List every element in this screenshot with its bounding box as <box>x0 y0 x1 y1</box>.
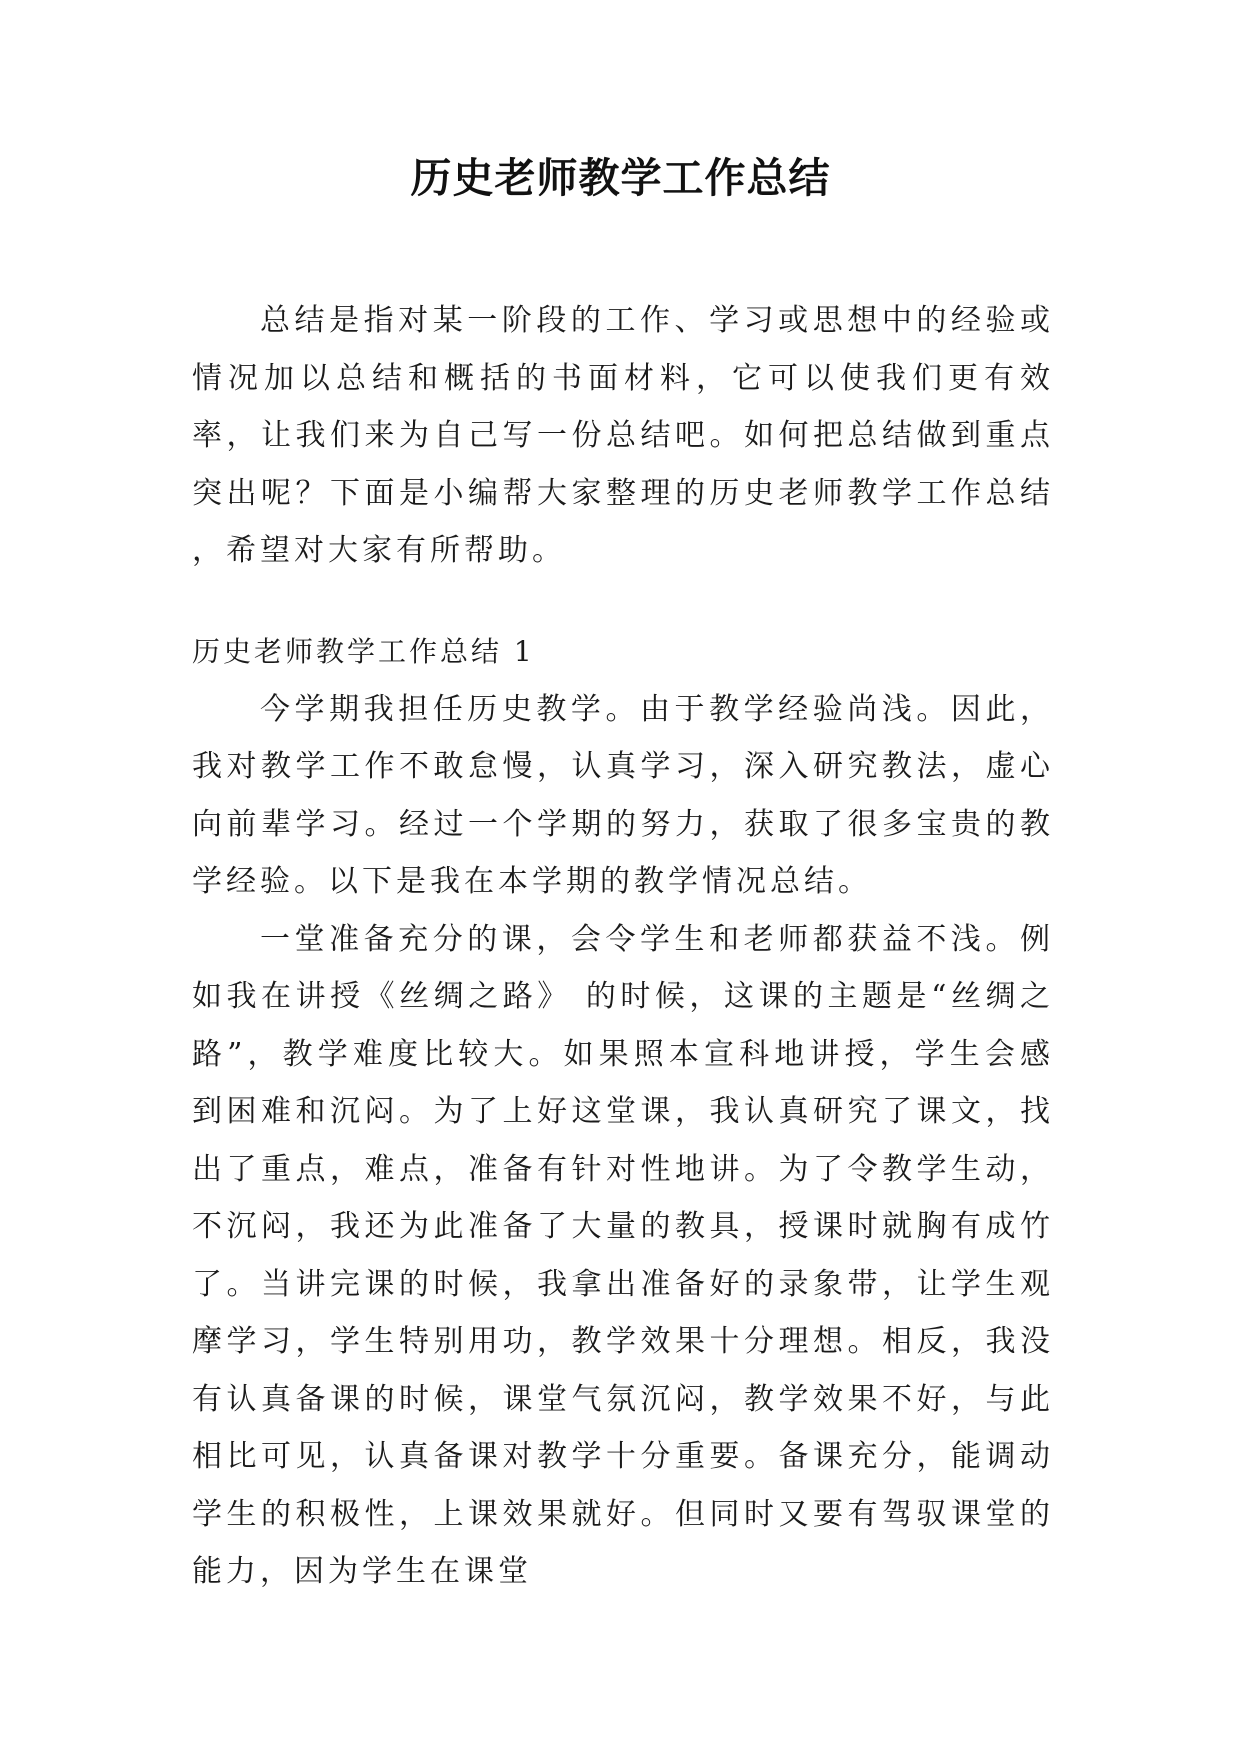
document-body <box>192 292 1054 1601</box>
document-title: 历史老师教学工作总结 <box>410 154 831 202</box>
body-paragraph-2: 一堂准备充分的课，会令学生和老师都获益不浅。例如我在讲授《丝绸之路》 的时候，这课的主题是“丝绸之路”，教学难度比较大。如果照本宣科地讲授，学生会感到困难和沉闷。为了上好这堂课，我认真研究了课文，找出了重点，难点，准备有针对性地讲。为了令教学生动，不沉闷，我还为此准备了大量的教具，授课时就胸有成竹了。当讲完课的时候，我拿出准备好的录象带，让学生观摩学习，学生特别用功，教学效果十分理想。相反，我没有认真备课的时候，课堂气氛沉闷，教学效果不好，与此相比可见，认真备课对教学十分重要。备课充分，能调动学生的积极性，上课效果就好。但同时又要有驾驭课堂的能力，因为学生在课堂 <box>192 921 1054 1589</box>
body-paragraph-1: 今学期我担任历史教学。由于教学经验尚浅。因此，我对教学工作不敢怠慢，认真学习，深入研究教法，虚心向前辈学习。经过一个学期的努力，获取了很多宝贵的教学经验。以下是我在本学期的教学情况总结。 <box>192 691 1054 899</box>
section-heading: 历史老师教学工作总结 1 <box>192 634 535 668</box>
intro-paragraph: 总结是指对某一阶段的工作、学习或思想中的经验或情况加以总结和概括的书面材料，它可以使我们更有效率，让我们来为自己写一份总结吧。如何把总结做到重点突出呢？下面是小编帮大家整理的历史老师教学工作总结 ，希望对大家有所帮助。 <box>192 303 1054 568</box>
